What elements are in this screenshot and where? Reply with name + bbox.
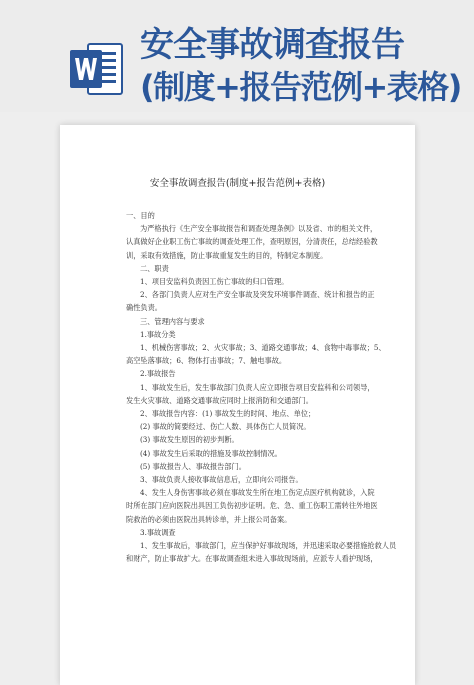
document-line: (5) 事故报告人、事故报告部门。	[140, 461, 246, 471]
document-line: (3) 事故发生原因的初步判断。	[140, 435, 239, 445]
document-line: 2.事故报告	[140, 369, 176, 379]
document-line: 确性负责。	[126, 303, 162, 313]
document-line: (2) 事故的简要经过、伤亡人数、具体伤亡人员简况。	[140, 422, 311, 432]
page-title	[140, 24, 470, 108]
document-line: 1、发生事故后，事故部门，应当保护好事故现场，并迅速采取必要措施抢救人员	[140, 541, 397, 551]
document-line: 为严格执行《生产安全事故报告和调查处理条例》以及省、市的相关文件，	[140, 224, 378, 234]
document-line: (4) 事故发生后采取的措施及事故控制情况。	[140, 448, 282, 458]
document-line: 一、目的	[126, 211, 155, 220]
document-line: 发生火灾事故、道路交通事故应同时上报消防和交通部门。	[126, 395, 313, 405]
document-line: 高空坠落事故；6、物体打击事故；7、触电事故。	[126, 356, 287, 366]
title-line-2: (制度+报告范例+表格)	[140, 68, 461, 106]
document-line: 院救治的必须由医院出具转诊单，并上报公司备案。	[126, 514, 292, 524]
document-line: 2、各部门负责人应对生产安全事故及突发环境事件调查、统计和报告的正	[140, 290, 375, 300]
document-line: 2、事故报告内容：(1) 事故发生的时间、地点、单位；	[140, 409, 316, 419]
document-line: 1、事故发生后，发生事故部门负责人应立即报告项目安监科和公司领导，	[140, 382, 375, 392]
document-line: 训，采取有效措施，防止事故重复发生的目的，特制定本制度。	[126, 250, 328, 260]
banner-header	[0, 0, 474, 112]
document-line: 1.事故分类	[140, 329, 176, 339]
document-line: 1、项目安监科负责因工伤亡事故的归口管理。	[140, 277, 289, 287]
word-document-icon	[68, 38, 126, 100]
document-line: 3.事故调查	[140, 527, 176, 537]
document-line: 3、事故负责人接收事故信息后，立即向公司报告。	[140, 475, 303, 485]
document-line: 二、职责	[140, 263, 169, 273]
document-page	[60, 125, 415, 685]
document-body	[126, 209, 397, 565]
document-line: 4、发生人身伤害事故必须在事故发生所在地工伤定点医疗机构就诊，入院	[140, 488, 375, 498]
document-line: 和财产，防止事故扩大。在事故调查组未进入事故现场前，应派专人看护现场，	[126, 554, 378, 564]
document-line: 时所在部门应向医院出具因工负伤初步证明。危、急、重工伤职工需转往外地医	[126, 501, 378, 511]
document-line: 三、管理内容与要求	[140, 316, 205, 326]
title-line-1: 安全事故调查报告	[140, 25, 404, 65]
document-heading: 安全事故调查报告(制度+报告范例+表格)	[149, 178, 326, 189]
document-line: 认真做好企业职工伤亡事故的调查处理工作，查明原因，分清责任，总结经验教	[126, 237, 378, 247]
document-line: 1、机械伤害事故；2、火灾事故；3、道路交通事故；4、食物中毒事故；5、	[140, 343, 386, 353]
